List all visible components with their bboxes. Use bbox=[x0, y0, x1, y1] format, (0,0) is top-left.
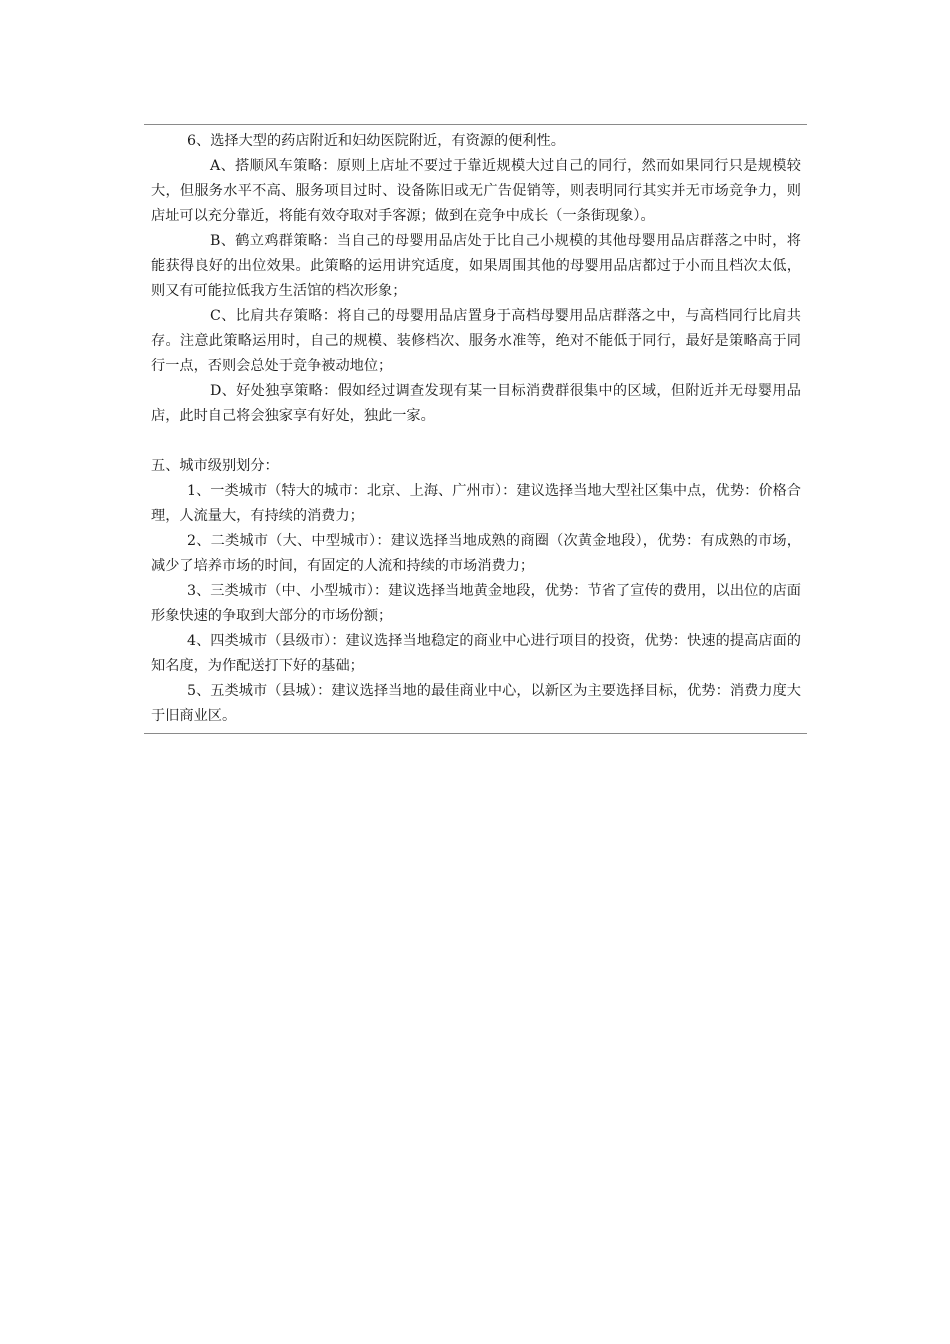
city-tier-4-paragraph: 4、四类城市（县级市）：建议选择当地稳定的商业中心进行项目的投资，优势：快速的提高店面的知名度，为作配送打下好的基础； bbox=[151, 633, 801, 674]
strategy-c-paragraph: C、比肩共存策略：将自己的母婴用品店置身于高档母婴用品店群落之中，与高档同行比肩共存。注意此策略运用时，自己的规模、装修档次、服务水准等，绝对不能低于同行，最好是策略高于同行一点，否则会总处于竞争被动地位； bbox=[151, 308, 801, 374]
top-divider bbox=[144, 124, 807, 125]
city-tier-3-paragraph: 3、三类城市（中、小型城市）：建议选择当地黄金地段，优势：节省了宣传的费用，以出位的店面形象快速的争取到大部分的市场份额； bbox=[151, 583, 801, 624]
document-body bbox=[151, 129, 801, 729]
city-tier-5-paragraph: 5、五类城市（县城）：建议选择当地的最佳商业中心，以新区为主要选择目标，优势：消费力度大于旧商业区。 bbox=[151, 683, 801, 724]
strategy-b-paragraph: B、鹤立鸡群策略：当自己的母婴用品店处于比自己小规模的其他母婴用品店群落之中时，将能获得良好的出位效果。此策略的运用讲究适度，如果周围其他的母婴用品店都过于小而且档次太低，则又有可能拉低我方生活馆的档次形象； bbox=[151, 233, 801, 299]
city-tier-2-paragraph: 2、二类城市（大、中型城市）：建议选择当地成熟的商圈（次黄金地段），优势：有成熟的市场，减少了培养市场的时间，有固定的人流和持续的市场消费力； bbox=[151, 533, 801, 574]
section-six-intro: 6、选择大型的药店附近和妇幼医院附近，有资源的便利性。 bbox=[187, 133, 565, 149]
strategy-d-paragraph: D、好处独享策略：假如经过调查发现有某一目标消费群很集中的区域，但附近并无母婴用品店，此时自己将会独家享有好处，独此一家。 bbox=[151, 383, 801, 424]
strategy-a-paragraph: A、搭顺风车策略：原则上店址不要过于靠近规模大过自己的同行，然而如果同行只是规模较大，但服务水平不高、服务项目过时、设备陈旧或无广告促销等，则表明同行其实并无市场竞争力，则店址可以充分靠近，将能有效夺取对手客源；做到在竞争中成长（一条街现象）。 bbox=[151, 158, 801, 224]
section-five-heading: 五、城市级别划分： bbox=[151, 458, 279, 474]
bottom-divider bbox=[144, 733, 807, 734]
city-tier-1-paragraph: 1、一类城市（特大的城市：北京、上海、广州市）：建议选择当地大型社区集中点，优势：价格合理，人流量大，有持续的消费力； bbox=[151, 483, 801, 524]
